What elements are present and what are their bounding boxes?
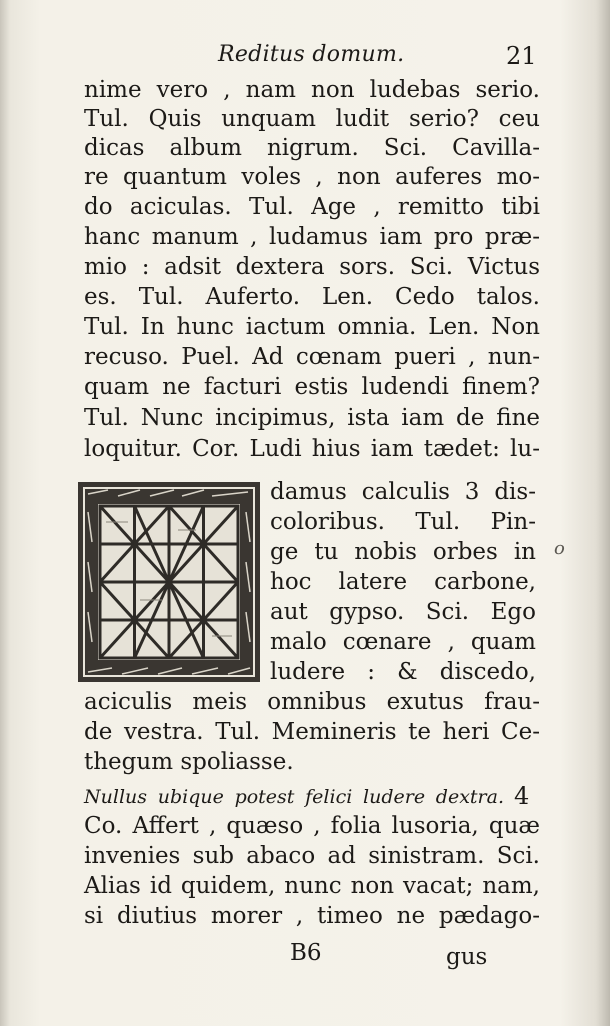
- text-line: ge tu nobis orbes in: [270, 539, 536, 565]
- board-game-grid-icon: [78, 482, 260, 682]
- text-line: hoc latere carbone,: [270, 569, 536, 595]
- section-number: 4: [514, 782, 530, 810]
- page-header: [0, 42, 610, 72]
- text-line: thegum spoliasse.: [84, 749, 294, 775]
- text-line: coloribus. Tul. Pin-: [270, 509, 536, 535]
- page-number: 21: [506, 42, 537, 70]
- text-line: Tul. Nunc incipimus, ista iam de fine: [84, 405, 540, 431]
- text-line: dicas album nigrum. Sci. Cavilla-: [84, 135, 540, 161]
- text-line: es. Tul. Auferto. Len. Cedo talos.: [84, 284, 540, 310]
- text-line: quam ne facturi estis ludendi finem?: [84, 374, 540, 400]
- text-line: aciculis meis omnibus exutus frau-: [84, 689, 540, 715]
- text-line: hanc manum , ludamus iam pro præ-: [84, 224, 540, 250]
- margin-note: o: [554, 538, 565, 559]
- text-line: malo cœnare , quam: [270, 629, 536, 655]
- text-line: loquitur. Cor. Ludi hius iam tædet: lu-: [84, 436, 540, 462]
- text-line: de vestra. Tul. Memineris te heri Ce-: [84, 719, 540, 745]
- text-line: Tul. Quis unquam ludit serio? ceu: [84, 106, 540, 132]
- text-line: do aciculas. Tul. Age , remitto tibi: [84, 194, 540, 220]
- text-line: Alias id quidem, nunc non vacat; nam,: [84, 873, 540, 899]
- board-game-woodcut: [78, 482, 260, 682]
- text-line: damus calculis 3 dis-: [270, 479, 536, 505]
- signature-mark: B6: [290, 940, 322, 966]
- text-line: invenies sub abaco ad sinistram. Sci.: [84, 843, 540, 869]
- text-line: ludere : & discedo,: [270, 659, 536, 685]
- text-line: nime vero , nam non ludebas serio.: [84, 77, 540, 103]
- text-line: si diutius morer , timeo ne pædago-: [84, 903, 540, 929]
- text-line: Co. Affert , quæso , folia lusoria, quæ: [84, 813, 540, 839]
- text-line: aut gypso. Sci. Ego: [270, 599, 536, 625]
- text-line: re quantum voles , non auferes mo-: [84, 164, 540, 190]
- text-line: Tul. In hunc iactum omnia. Len. Non: [84, 314, 540, 340]
- text-line: recuso. Puel. Ad cœnam pueri , nun-: [84, 344, 540, 370]
- text-line: mio : adsit dextera sors. Sci. Victus: [84, 254, 540, 280]
- running-title: Reditus domum.: [218, 42, 405, 67]
- catchword: gus: [446, 944, 488, 970]
- motto-line: Nullus ubique potest felici ludere dextra.: [84, 786, 504, 808]
